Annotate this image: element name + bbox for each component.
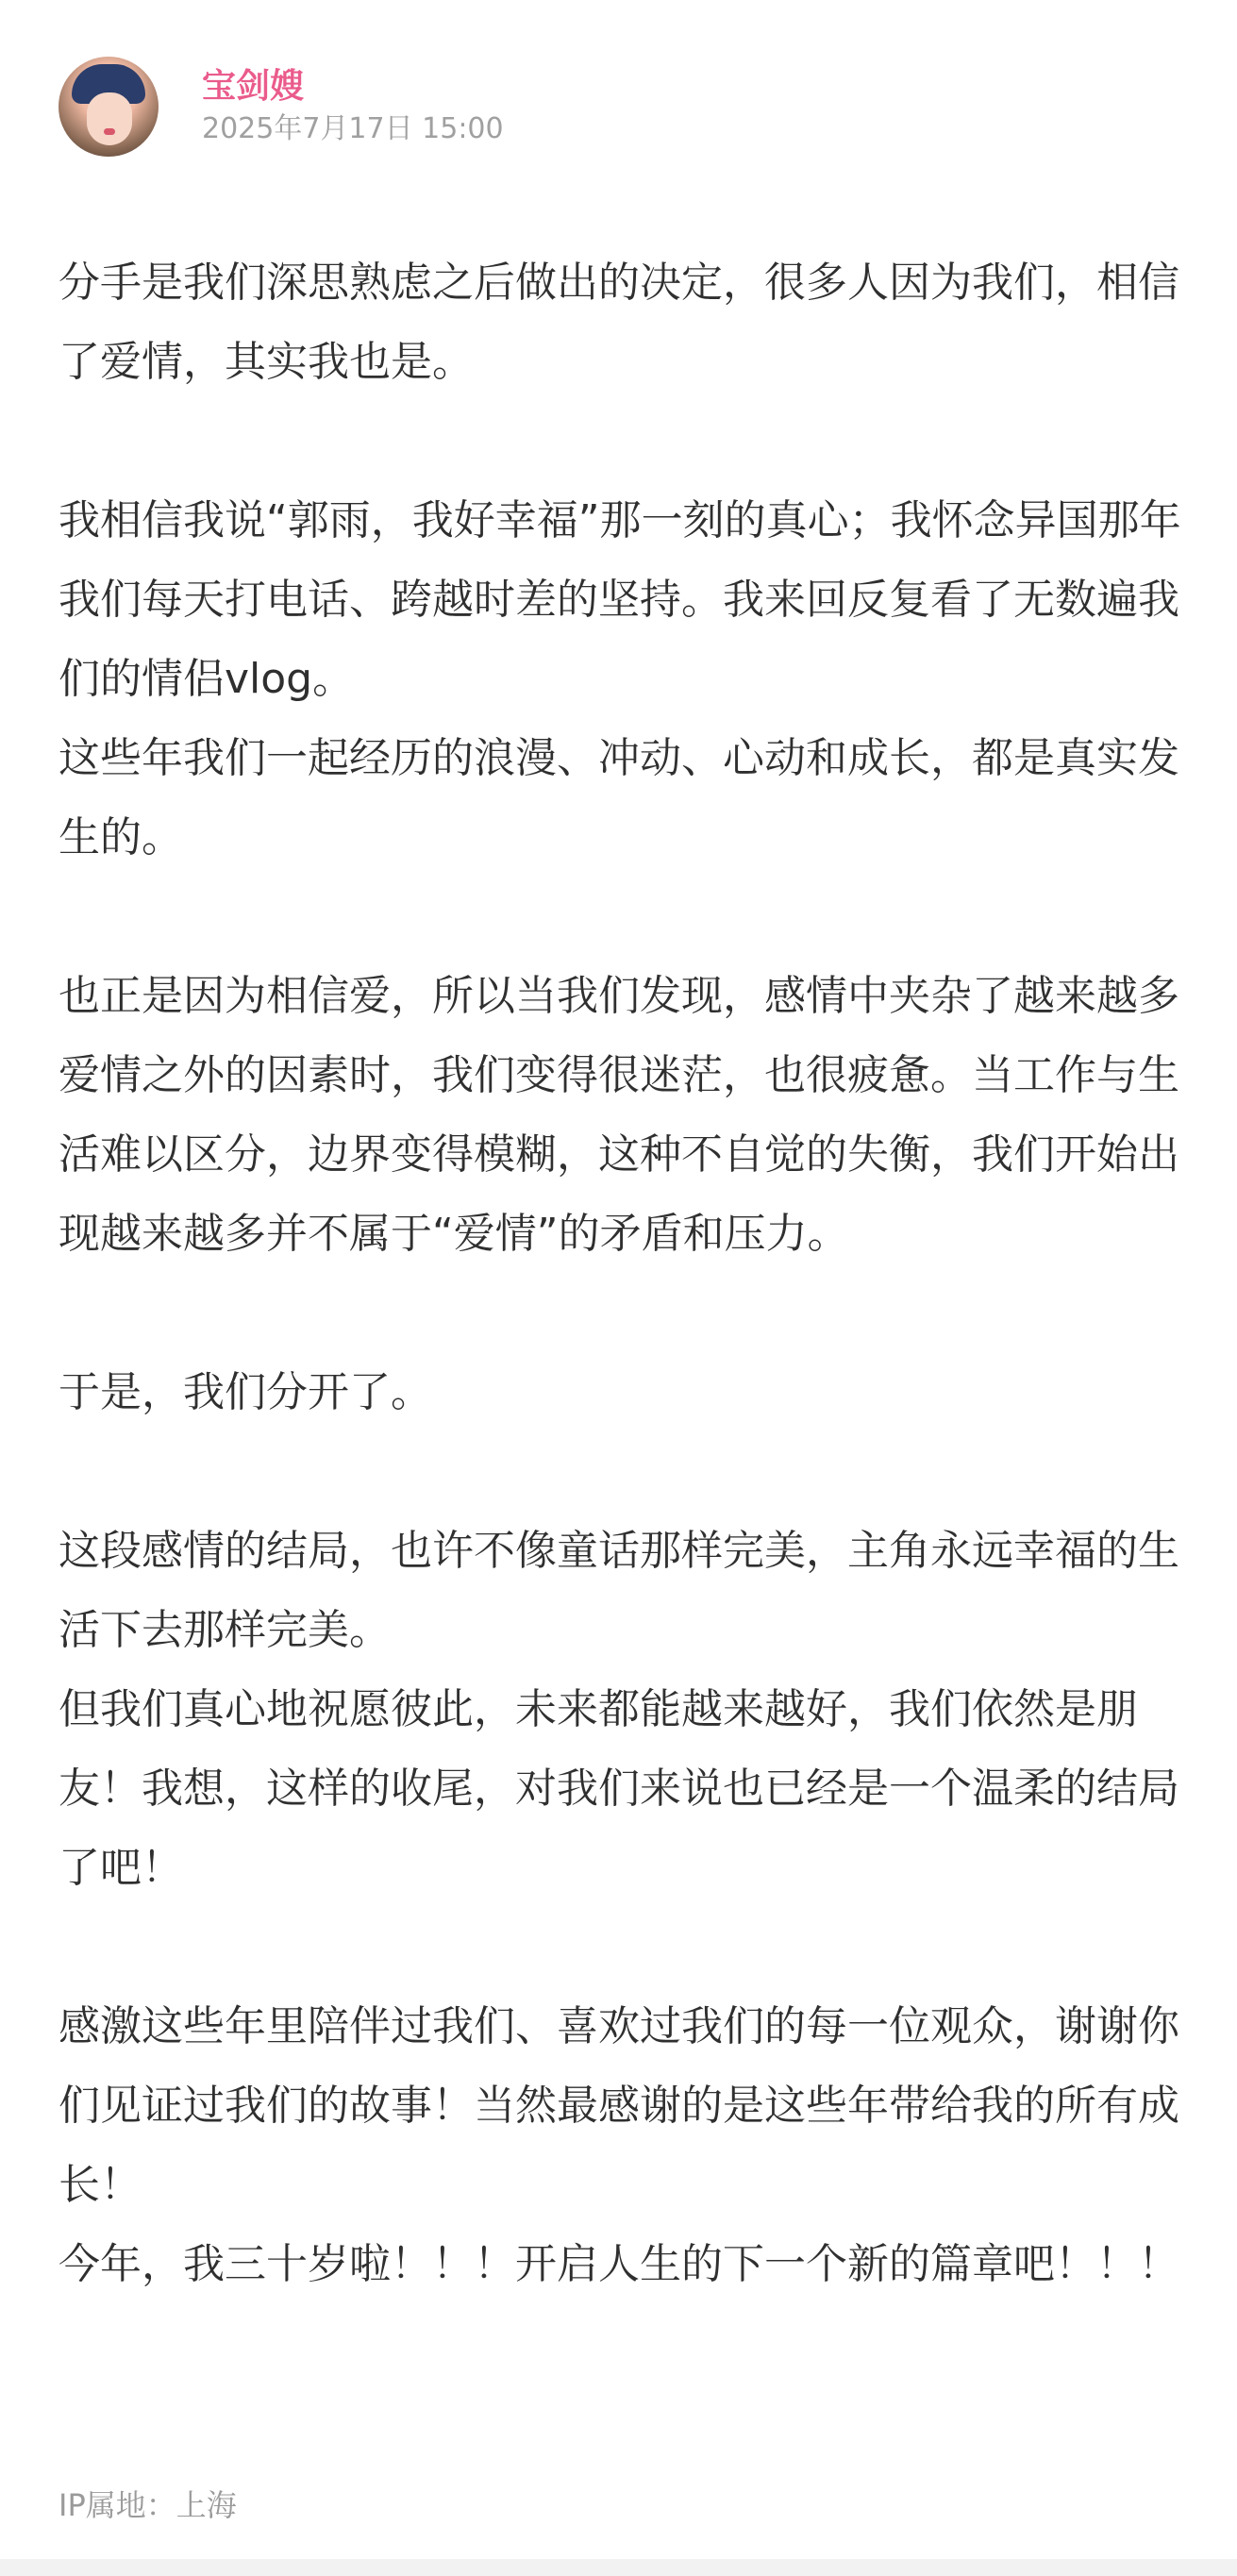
avatar-lips-shape bbox=[104, 128, 115, 135]
bottom-divider bbox=[0, 2559, 1237, 2576]
avatar[interactable] bbox=[59, 57, 159, 157]
paragraph-4: 也正是因为相信爱，所以当我们发现，感情中夹杂了越来越多爱情之外的因素时，我们变得很迷茫，也很疲惫。当工作与生活难以区分，边界变得模糊，这种不自觉的失衡，我们开始出现越来越多并不属于“爱情”的矛盾和压力。 bbox=[59, 972, 1179, 1258]
ip-location: IP属地：上海 bbox=[59, 2487, 237, 2523]
post-timestamp: 2025年7月17日 15:00 bbox=[202, 112, 504, 145]
paragraph-3: 这些年我们一起经历的浪漫、冲动、心动和成长，都是真实发生的。 bbox=[59, 734, 1179, 861]
paragraph-7: 但我们真心地祝愿彼此，未来都能越来越好，我们依然是朋友！我想，这样的收尾，对我们来说也已经是一个温柔的结局了吧！ bbox=[59, 1685, 1179, 1892]
post-meta bbox=[202, 66, 504, 147]
post-header bbox=[59, 55, 504, 159]
paragraph-gap bbox=[59, 402, 1181, 481]
paragraph-gap bbox=[59, 1432, 1181, 1512]
paragraph-gap bbox=[59, 1908, 1181, 1987]
paragraph-8: 感激这些年里陪伴过我们、喜欢过我们的每一位观众，谢谢你们见证过我们的故事！当然最感谢的是这些年带给我的所有成长！ bbox=[59, 2002, 1179, 2209]
paragraph-gap bbox=[59, 1274, 1181, 1353]
paragraph-2: 我相信我说“郭雨，我好幸福”那一刻的真心；我怀念异国那年我们每天打电话、跨越时差的坚持。我来回反复看了无数遍我们的情侣vlog。 bbox=[59, 496, 1181, 703]
post-content bbox=[59, 243, 1181, 2304]
avatar-face-shape bbox=[87, 92, 132, 145]
paragraph-5: 于是，我们分开了。 bbox=[59, 1368, 432, 1416]
paragraph-6: 这段感情的结局，也许不像童话那样完美，主角永远幸福的生活下去那样完美。 bbox=[59, 1527, 1179, 1654]
username[interactable]: 宝剑嫂 bbox=[202, 67, 305, 106]
paragraph-gap bbox=[59, 878, 1181, 957]
paragraph-9: 今年，我三十岁啦！！！开启人生的下一个新的篇章吧！！！ bbox=[59, 2240, 1179, 2288]
paragraph-1: 分手是我们深思熟虑之后做出的决定，很多人因为我们，相信了爱情，其实我也是。 bbox=[59, 259, 1179, 386]
